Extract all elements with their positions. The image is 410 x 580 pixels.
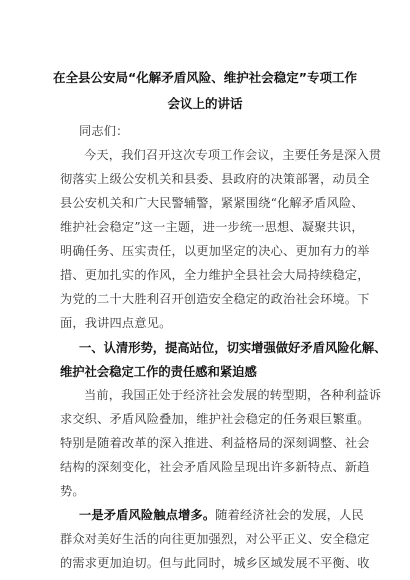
- body-line: 结构的深刻变化，社会矛盾风险呈现出许多新特点、新趋: [60, 460, 370, 474]
- body-line: 维护社会稳定”这一主题，进一步统一思想、凝聚共识，: [60, 220, 364, 234]
- body-line: 群众对美好生活的向往更加强烈，对公平正义、安全稳定: [60, 532, 370, 546]
- salutation: 同志们：: [79, 124, 129, 138]
- point-one-line: [79, 506, 364, 523]
- body-line: 面，我讲四点意见。: [60, 316, 172, 330]
- body-line: 为党的二十大胜利召开创造安全稳定的政治社会环境。下: [60, 292, 370, 306]
- body-line: 势。: [60, 484, 85, 498]
- section-heading-line-2: 维护社会稳定工作的责任感和紧迫感: [60, 365, 257, 379]
- body-line: 彻落实上级公安机关和县委、县政府的决策部署，动员全: [60, 172, 370, 186]
- body-line: 县公安机关和广大民警辅警，紧紧围绕“化解矛盾风险、: [60, 196, 364, 210]
- body-line: 明确任务、压实责任，以更加坚定的决心、更加有力的举: [60, 244, 370, 258]
- document-title-line-2: 会议上的讲话: [167, 96, 243, 111]
- body-line: 求交织、矛盾风险叠加，维护社会稳定的任务艰巨繁重。: [60, 412, 370, 426]
- body-line: 特别是随着改革的深入推进、利益格局的深刻调整、社会: [60, 436, 370, 450]
- body-line: 的需求更加迫切。但与此同时，城乡区域发展不平衡、收: [60, 556, 370, 570]
- point-one-lead: 一是矛盾风险触点增多。: [79, 508, 216, 522]
- point-one-text: 随着经济社会的发展，人民: [215, 508, 364, 522]
- body-line: 今天，我们召开这次专项工作会议，主要任务是深入贯: [84, 148, 382, 162]
- body-line: 措、更加扎实的作风，全力维护全县社会大局持续稳定，: [60, 268, 370, 282]
- document-title-line-1: 在全县公安局“化解矛盾风险、维护社会稳定”专项工作: [53, 70, 357, 85]
- section-heading-line-1: 一、认清形势，提高站位，切实增强做好矛盾风险化解、: [79, 341, 387, 355]
- body-line: 当前，我国正处于经济社会发展的转型期，各种利益诉: [84, 388, 382, 402]
